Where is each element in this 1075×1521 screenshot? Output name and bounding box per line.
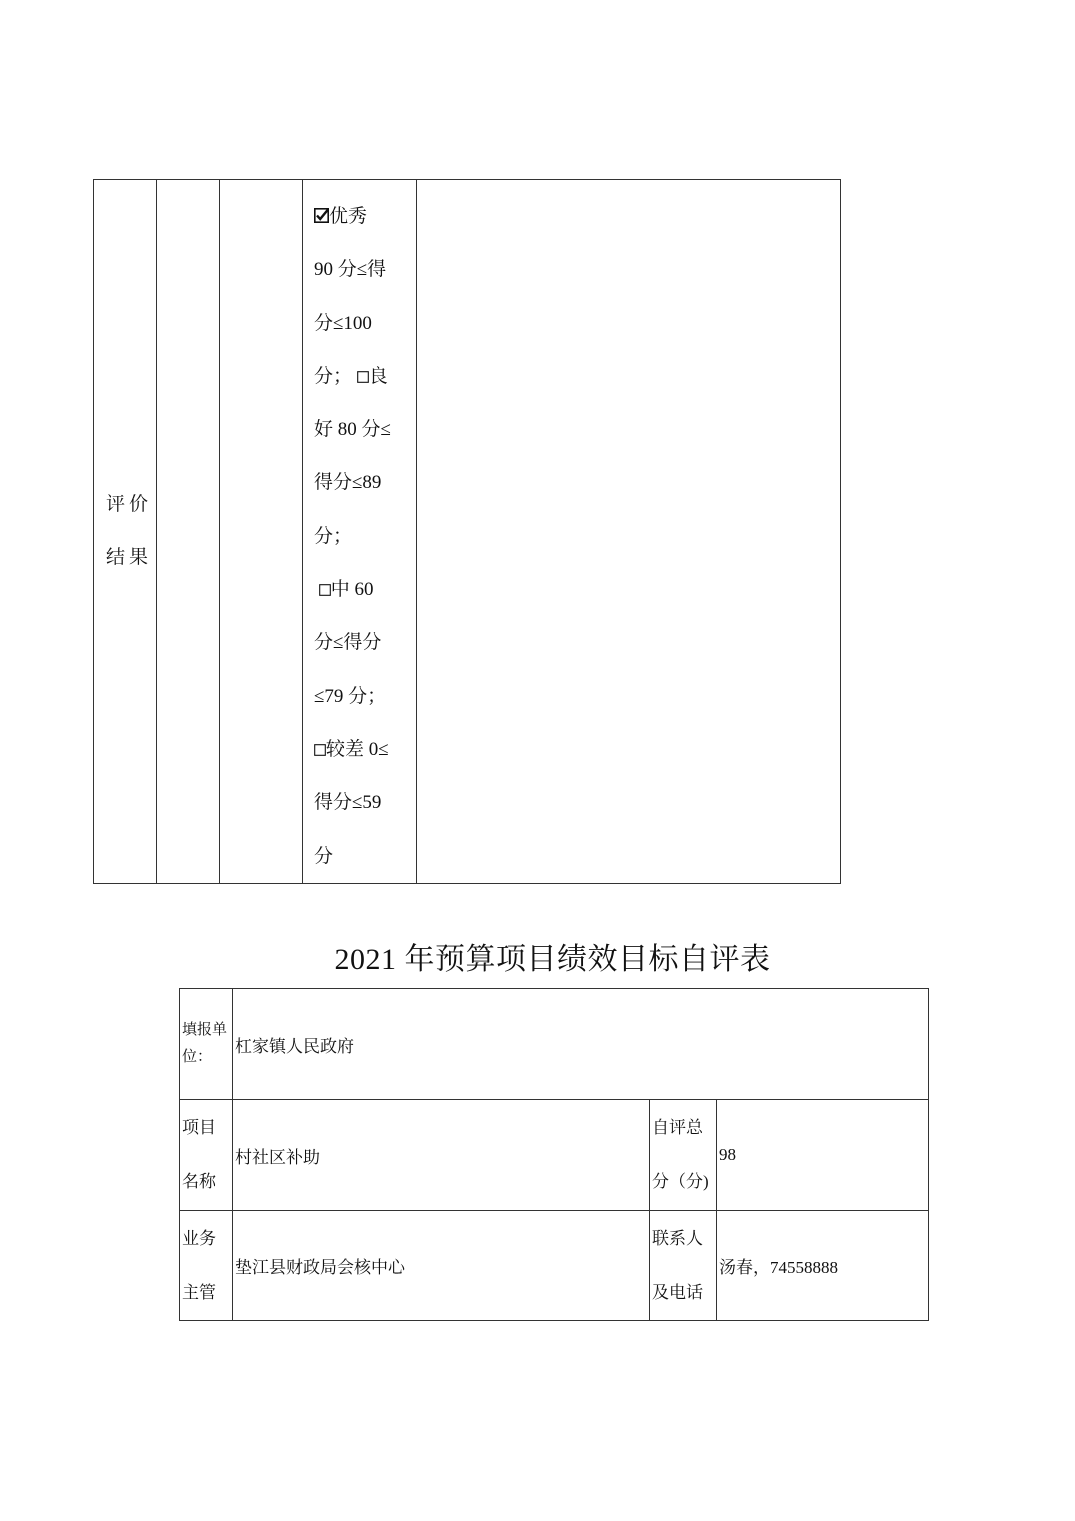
contact-label — [650, 1211, 717, 1321]
checked-checkbox-icon[interactable] — [314, 208, 329, 223]
grade-text: 分； — [314, 365, 353, 387]
unit-label — [180, 989, 233, 1100]
grade-text: 良 — [368, 365, 388, 387]
label-line: 业务 — [182, 1228, 216, 1248]
grade-line: 好 80 分≤ — [314, 419, 391, 441]
label-line: 项目 — [182, 1118, 216, 1137]
dept-value: 垫江县财政局会核中心 — [233, 1211, 650, 1321]
dept-label — [180, 1211, 233, 1321]
page-title: 2021 年预算项目绩效目标自评表 — [334, 943, 771, 976]
grade-line: 90 分≤得 — [314, 259, 387, 281]
project-value: 村社区补助 — [233, 1100, 650, 1211]
grade-line-excellent — [314, 190, 412, 243]
evaluation-result-label — [94, 180, 157, 884]
unit-value: 杠家镇人民政府 — [233, 989, 929, 1100]
empty-cell — [417, 180, 841, 884]
grade-line: 得分≤89 — [314, 472, 382, 494]
self-evaluation-info-table — [179, 988, 929, 1321]
label-line: 分（分) — [652, 1172, 709, 1191]
evaluation-result-table — [93, 179, 841, 884]
grade-line: 分≤100 — [314, 312, 372, 334]
grade-line-medium — [314, 563, 412, 616]
contact-value: 汤春，74558888 — [717, 1211, 929, 1321]
project-label — [180, 1100, 233, 1211]
label-line: 名称 — [182, 1172, 216, 1191]
score-value: 98 — [717, 1100, 929, 1211]
unchecked-checkbox-icon[interactable] — [319, 584, 331, 596]
grade-scale-cell — [303, 180, 417, 884]
label-line: 位： — [182, 1049, 213, 1065]
unchecked-checkbox-icon[interactable] — [314, 744, 326, 756]
grade-text: 中 60 — [330, 579, 374, 601]
empty-cell — [157, 180, 220, 884]
label-line: 及电话 — [652, 1282, 703, 1302]
label-line: 联系人 — [652, 1228, 703, 1248]
grade-line: 分； — [314, 525, 353, 547]
grade-line: ≤79 分； — [314, 685, 387, 707]
empty-cell — [220, 180, 303, 884]
label-line: 填报单 — [182, 1022, 228, 1038]
unchecked-checkbox-icon[interactable] — [357, 371, 369, 383]
label-line: 评价 — [106, 494, 153, 516]
label-line: 主管 — [182, 1282, 216, 1302]
label-line: 结果 — [106, 547, 153, 569]
grade-line-good — [314, 350, 412, 403]
label-line: 自评总 — [652, 1118, 703, 1137]
grade-line: 分 — [314, 845, 334, 867]
grade-text: 优秀 — [329, 206, 368, 227]
grade-line-poor — [314, 723, 412, 776]
grade-line: 得分≤59 — [314, 792, 382, 814]
grade-line: 分≤得分 — [314, 632, 382, 654]
grade-text: 较差 0≤ — [326, 738, 389, 760]
score-label — [650, 1100, 717, 1211]
